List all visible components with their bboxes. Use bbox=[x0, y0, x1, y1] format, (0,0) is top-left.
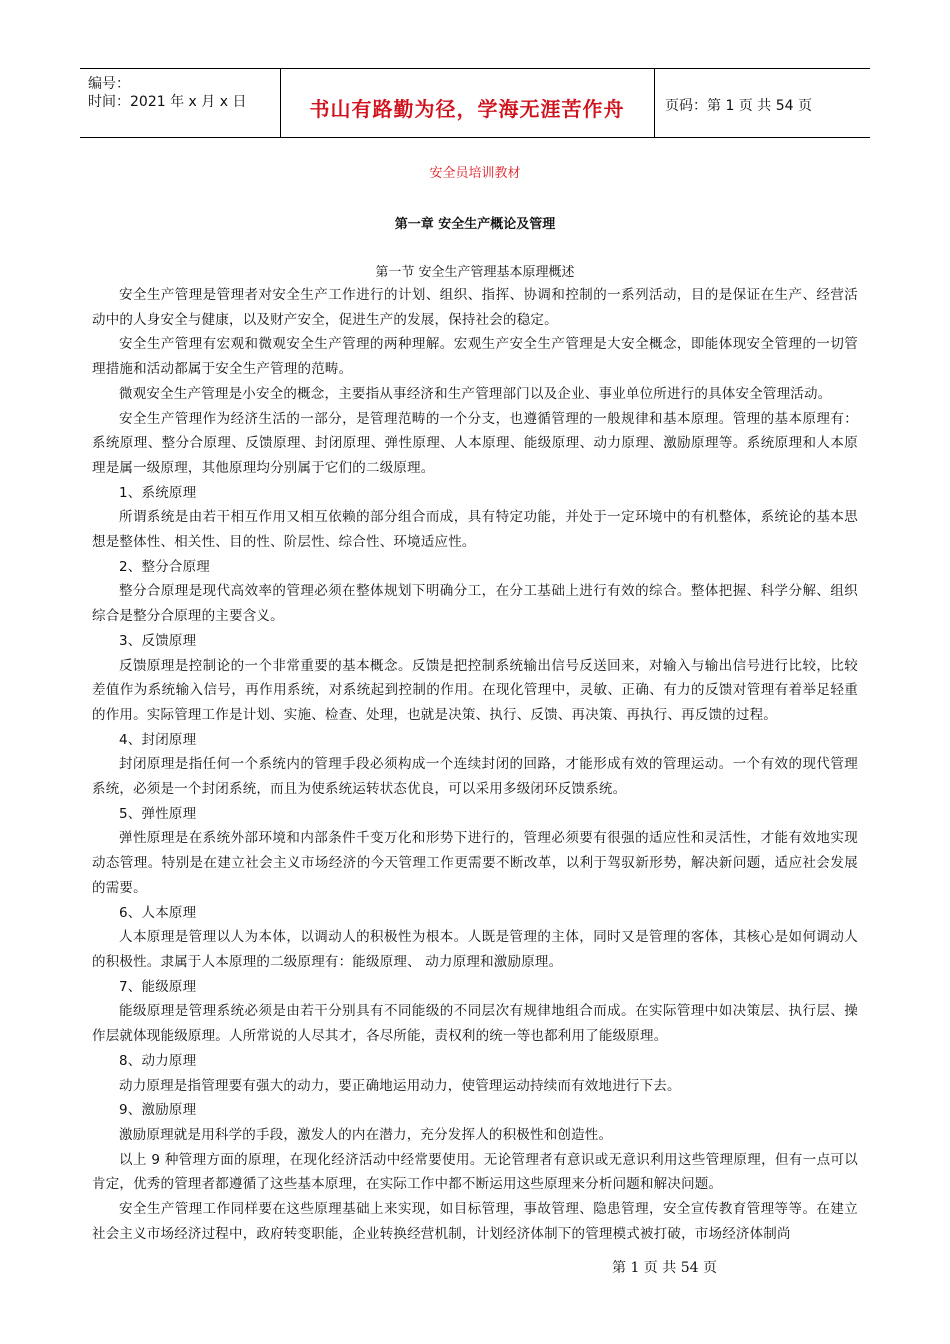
paragraph: 反馈原理是控制论的一个非常重要的基本概念。反馈是把控制系统输出信号反送回来，对输入与输出信号进行比较，比较差值作为系统输入信号，再作用系统，对系统起到控制的作用。在现化管理中，灵敏、正确、有力的反馈对管理有着举足轻重的作用。实际管理工作是计划、实施、检查、处理，也就是决策、执行、反馈、再决策、再执行、再反馈的过程。 bbox=[92, 657, 858, 723]
header-page-info: 页码：第 1 页 共 54 页 bbox=[665, 98, 812, 114]
subheading: 6、人本原理 bbox=[119, 904, 197, 921]
paragraph: 安全生产管理工作同样要在这些原理基础上来实现，如目标管理，事故管理、隐患管理，安全宣传教育管理等等。在建立社会主义市场经济过程中，政府转变职能，企业转换经营机制，计划经济体制下的管理模式被打破，市场经济体制尚 bbox=[92, 1201, 858, 1242]
subheading: 5、弹性原理 bbox=[119, 805, 197, 822]
subheading: 8、动力原理 bbox=[119, 1052, 197, 1069]
paragraph: 激励原理就是用科学的手段，激发人的内在潜力，充分发挥人的积极性和创造性。 bbox=[119, 1126, 613, 1143]
paragraph: 整分合原理是现代高效率的管理必须在整体规划下明确分工，在分工基础上进行有效的综合。整体把握、科学分解、组织综合是整分合原理的主要含义。 bbox=[92, 583, 858, 625]
paragraph: 所谓系统是由若干相互作用又相互依赖的部分组合而成，具有特定功能，并处于一定环境中的有机整体，系统论的基本思想是整体性、相关性、目的性、阶层性、综合性、环境适应性。 bbox=[92, 509, 858, 551]
page-footer: 第 1 页 共 54 页 bbox=[612, 1260, 717, 1276]
header-motto-cell bbox=[280, 69, 655, 137]
paragraph: 能级原理是管理系统必须是由若干分别具有不同能级的不同层次有规律地组合而成。在实际管理中如决策层、执行层、操作层就体现能级原理。人所常说的人尽其才，各尽所能，责权利的统一等也都利用了能级原理。 bbox=[92, 1003, 858, 1045]
paragraph: 弹性原理是在系统外部环境和内部条件千变万化和形势下进行的，管理必须要有很强的适应性和灵活性，才能有效地实现动态管理。特别是在建立社会主义市场经济的今天管理工作更需要不断改革，以利于驾驭新形势，解决新问题，适应社会发展的需要。 bbox=[92, 830, 858, 896]
page-header bbox=[80, 68, 870, 138]
subheading: 2、整分合原理 bbox=[119, 558, 210, 575]
time-label: 时间：2021 年 x 月 x 日 bbox=[88, 94, 247, 110]
document-title: 安全员培训教材 bbox=[429, 166, 521, 181]
subheading: 9、激励原理 bbox=[119, 1102, 197, 1119]
paragraph: 微观安全生产管理是小安全的概念，主要指从事经济和生产管理部门以及企业、事业单位所进行的具体安全管理活动。 bbox=[119, 385, 832, 402]
paragraph: 封闭原理是指任何一个系统内的管理手段必须构成一个连续封闭的回路，才能形成有效的管理运动。一个有效的现代管理系统，必须是一个封闭系统，而且为使系统运转状态优良，可以采用多级闭环反馈系统。 bbox=[92, 756, 858, 798]
subheading: 7、能级原理 bbox=[119, 978, 197, 995]
section-heading: 第一节 安全生产管理基本原理概述 bbox=[375, 265, 575, 280]
subheading: 3、反馈原理 bbox=[119, 632, 197, 649]
paragraph: 以上 9 种管理方面的原理，在现化经济活动中经常要使用。无论管理者有意识或无意识利用这些管理原理，但有一点可以肯定，优秀的管理者都遵循了这些基本原理，在实际工作中都不断运用这些原理来分析问题和解决问题。 bbox=[92, 1151, 858, 1193]
chapter-heading: 第一章 安全生产概论及管理 bbox=[394, 217, 556, 232]
document-body bbox=[92, 283, 858, 1246]
header-page-cell bbox=[655, 69, 870, 137]
header-info-cell bbox=[80, 69, 281, 137]
paragraph: 安全生产管理作为经济生活的一部分，是管理范畴的一个分支，也遵循管理的一般规律和基本原理。管理的基本原理有：系统原理、整分合原理、反馈原理、封闭原理、弹性原理、人本原理、能级原理、动力原理、激励原理等。系统原理和人本原理是属一级原理，其他原理均分别属于它们的二级原理。 bbox=[92, 410, 858, 476]
subheading: 4、封闭原理 bbox=[119, 731, 197, 748]
subheading: 1、系统原理 bbox=[119, 484, 197, 501]
paragraph: 安全生产管理有宏观和微观安全生产管理的两种理解。宏观生产安全生产管理是大安全概念，即能体现安全管理的一切管理措施和活动都属于安全生产管理的范畴。 bbox=[92, 336, 858, 378]
paragraph: 安全生产管理是管理者对安全生产工作进行的计划、组织、指挥、协调和控制的一系列活动，目的是保证在生产、经营活动中的人身安全与健康，以及财产安全，促进生产的发展，保持社会的稳定。 bbox=[92, 287, 858, 328]
paragraph: 人本原理是管理以人为本体，以调动人的积极性为根本。人既是管理的主体，同时又是管理的客体，其核心是如何调动人的积极性。隶属于人本原理的二级原理有：能级原理、 动力原理和激励原理。 bbox=[92, 929, 858, 970]
paragraph: 动力原理是指管理要有强大的动力，要正确地运用动力，使管理运动持续而有效地进行下去。 bbox=[119, 1077, 681, 1094]
number-label: 编号： bbox=[88, 76, 130, 92]
header-motto: 书山有路勤为径，学海无涯苦作舟 bbox=[309, 97, 625, 121]
